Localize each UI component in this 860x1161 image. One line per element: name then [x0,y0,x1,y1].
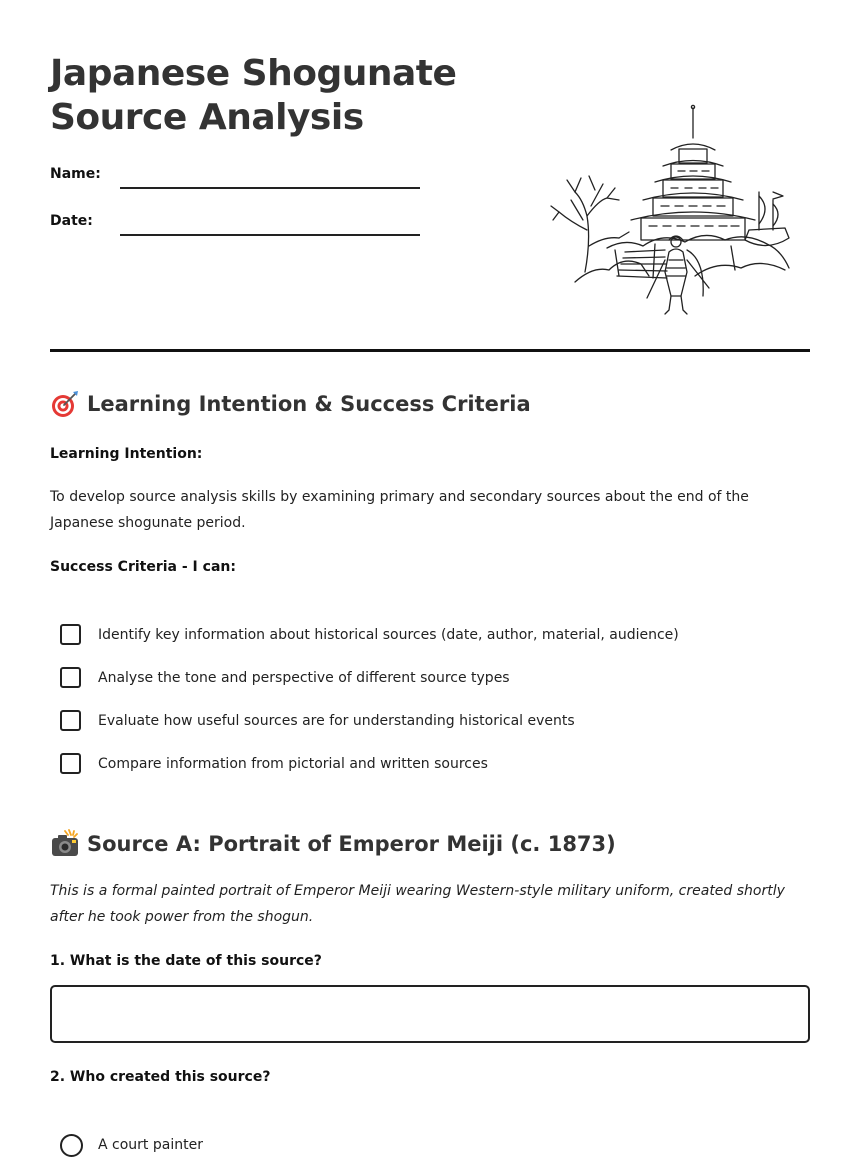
criterion-text: Evaluate how useful sources are for understanding historical events [98,713,575,729]
question-2-option[interactable] [60,1132,460,1158]
name-field[interactable] [50,160,420,190]
learning-intention-text: To develop source analysis skills by examining primary and secondary sources about the end of the Japanese shogunate period. [50,489,749,531]
date-label: Date: [50,213,93,229]
option-text: A court painter [98,1137,203,1153]
question-1-answer-box[interactable] [50,985,810,1043]
criterion-text: Compare information from pictorial and written sources [98,756,488,772]
criterion-checkbox[interactable] [60,624,81,645]
learning-intention-heading [50,389,810,419]
criterion-checkbox[interactable] [60,710,81,731]
criterion-item[interactable] [60,663,800,706]
criterion-checkbox[interactable] [60,667,81,688]
learning-heading-text: Learning Intention & Success Criteria [87,392,531,416]
success-criteria-list [60,620,800,792]
header-divider [50,349,810,352]
worksheet-page [50,0,810,1161]
source-a-heading [50,829,810,859]
success-criteria-label: Success Criteria - I can: [50,559,236,575]
criterion-item[interactable] [60,706,800,749]
name-input-line[interactable] [120,187,420,189]
question-1-label: 1. What is the date of this source? [50,953,322,969]
camera-flash-icon [50,829,80,859]
castle-samurai-illustration [545,100,795,322]
date-field[interactable] [50,207,420,237]
page-title [50,52,520,140]
criterion-text: Analyse the tone and perspective of different source types [98,670,510,686]
option-radio[interactable] [60,1134,83,1157]
learning-intention-label: Learning Intention: [50,446,203,462]
criterion-item[interactable] [60,620,800,663]
title-line-1: Japanese Shogunate [50,53,457,94]
name-label: Name: [50,166,101,182]
source-a-heading-text: Source A: Portrait of Emperor Meiji (c. 1873) [87,832,616,856]
title-line-2: Source Analysis [50,97,364,138]
criterion-text: Identify key information about historical sources (date, author, material, audience) [98,627,679,643]
source-a-description: This is a formal painted portrait of Emperor Meiji wearing Western-style military uniform, created shortly after he took power from the shogun. [50,883,785,925]
criterion-checkbox[interactable] [60,753,81,774]
question-2-label: 2. Who created this source? [50,1069,271,1085]
target-icon [50,389,80,419]
date-input-line[interactable] [120,234,420,236]
criterion-item[interactable] [60,749,800,792]
